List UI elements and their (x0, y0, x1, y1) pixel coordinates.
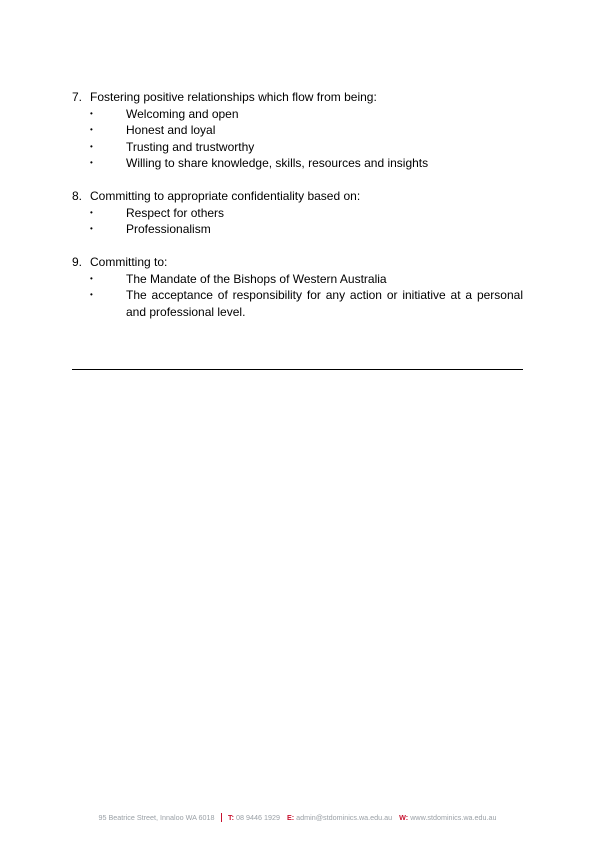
footer-divider (221, 813, 223, 822)
list-item-text: Trusting and trustworthy (126, 139, 255, 154)
list-item-text: The Mandate of the Bishops of Western Australia (126, 271, 387, 286)
section-heading-text: Committing to appropriate confidentiality based on: (90, 189, 361, 203)
bullet-icon: • (90, 290, 93, 299)
list-item (72, 271, 523, 288)
page-footer (0, 813, 595, 823)
bullet-icon: • (90, 207, 93, 217)
list-item-text: Willing to share knowledge, skills, resources and insights (126, 156, 429, 170)
bullet-list (72, 271, 523, 321)
section-number: 7. (72, 90, 83, 104)
footer-email-link[interactable]: admin@stdominics.wa.edu.au (296, 813, 393, 822)
bullet-icon: • (90, 273, 93, 283)
bullet-list (72, 205, 523, 238)
list-item (72, 122, 523, 139)
section-number: 8. (72, 189, 83, 203)
section-heading (72, 254, 523, 271)
list-item-text: The acceptance of responsibility for any action or initiative at a personal and professional level. (126, 288, 523, 319)
section-number: 9. (72, 255, 83, 269)
list-item (72, 106, 523, 123)
footer-email-label: E: (286, 813, 295, 822)
footer-web-label: W: (399, 813, 409, 822)
footer-phone: 08 9446 1929 (236, 813, 280, 822)
list-item (72, 205, 523, 222)
list-item (72, 221, 523, 238)
bullet-list (72, 106, 523, 172)
footer-phone-label: T: (228, 813, 234, 822)
list-item-text: Welcoming and open (126, 106, 239, 121)
section-heading-text: Committing to: (90, 255, 168, 269)
document-body (72, 89, 523, 337)
bullet-icon: • (90, 108, 93, 118)
list-item (72, 155, 523, 172)
list-section-7 (72, 89, 523, 172)
list-section-8 (72, 188, 523, 238)
footer-address: 95 Beatrice Street, Innaloo WA 6018 (98, 813, 215, 822)
bullet-icon: • (90, 141, 93, 151)
list-section-9 (72, 254, 523, 320)
section-heading-text: Fostering positive relationships which flow from being: (90, 90, 377, 104)
list-item-text: Professionalism (126, 222, 211, 236)
bullet-icon: • (90, 125, 93, 134)
list-item (72, 139, 523, 156)
bullet-icon: • (90, 224, 93, 233)
list-item-text: Honest and loyal (126, 123, 216, 137)
bullet-icon: • (90, 158, 93, 167)
list-item (72, 287, 523, 320)
list-item-text: Respect for others (126, 205, 225, 220)
section-heading (72, 89, 523, 106)
horizontal-rule (72, 369, 523, 370)
section-heading (72, 188, 523, 205)
footer-web-link[interactable]: www.stdominics.wa.edu.au (410, 813, 497, 822)
